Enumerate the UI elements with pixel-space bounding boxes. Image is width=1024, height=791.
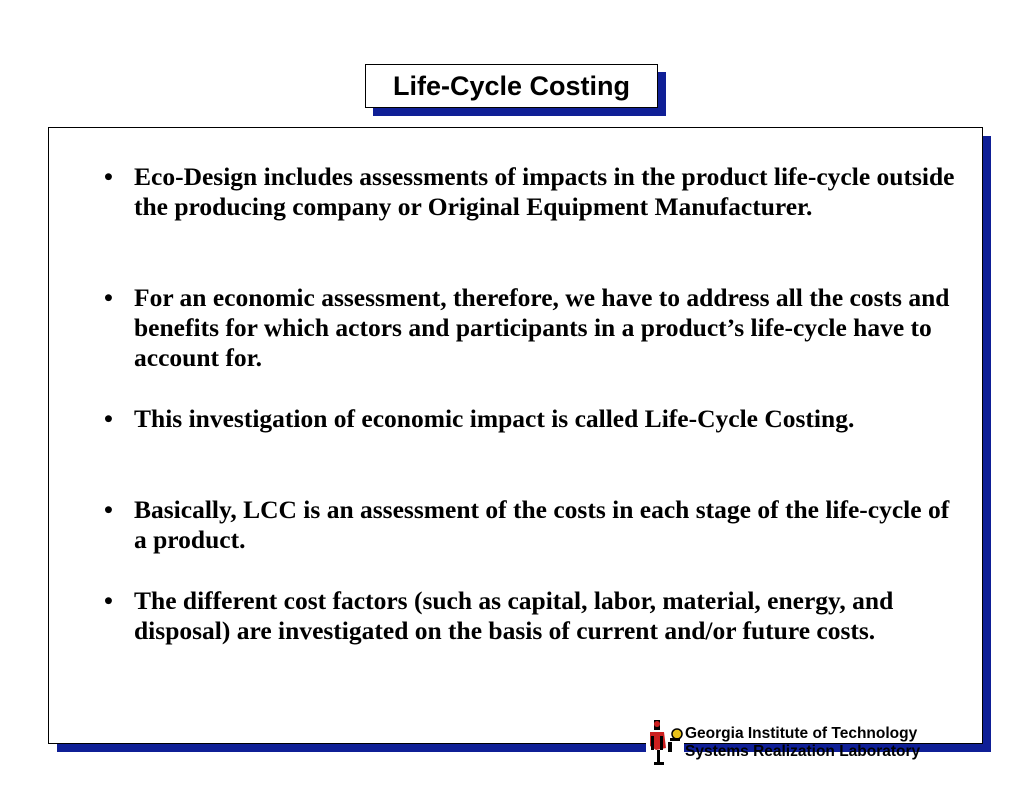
- institution-name: [685, 725, 920, 761]
- bullet-marker: •: [104, 162, 113, 191]
- lab-line: Systems Realization Laboratory: [685, 743, 921, 760]
- page-title: [365, 64, 658, 108]
- bullet-marker: •: [104, 283, 113, 312]
- institution-line: Georgia Institute of Technology: [685, 725, 918, 742]
- bullet-text: This investigation of economic impact is called Life-Cycle Costing.: [134, 404, 855, 433]
- footer-logo: [646, 718, 966, 768]
- bullet-marker: •: [104, 404, 113, 433]
- srl-figure-logo-icon: [646, 718, 684, 768]
- bullet-text: The different cost factors (such as capital, labor, material, energy, and disposal) are investigated on the basis of current and/or future costs.: [134, 586, 894, 645]
- bullet-marker: •: [104, 586, 113, 615]
- bullet-text: Basically, LCC is an assessment of the costs in each stage of the life-cycle of a product.: [134, 495, 950, 554]
- page-title-text: Life-Cycle Costing: [392, 70, 631, 101]
- bullet-text: Eco-Design includes assessments of impacts in the product life-cycle outside the producing company or Original Equipment Manufacturer.: [134, 162, 955, 221]
- content-panel: [48, 127, 983, 744]
- bullet-marker: •: [104, 495, 113, 524]
- bullet-text: For an economic assessment, therefore, we have to address all the costs and benefits for which actors and participants in a product’s life-cycle have to account for.: [134, 283, 950, 372]
